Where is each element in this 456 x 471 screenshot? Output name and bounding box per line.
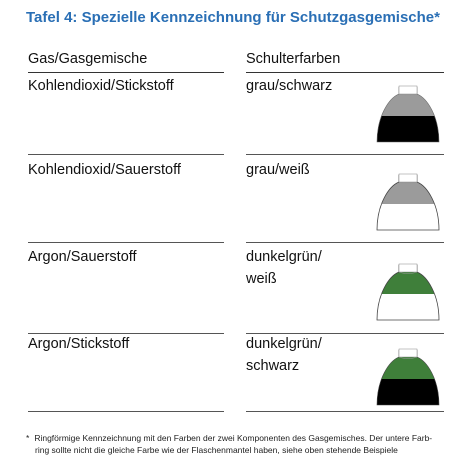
row-1-color-line1: grau/schwarz [246,78,333,94]
header-rule-left [28,72,224,73]
row-divider-1-right [246,154,444,155]
cylinder-shoulder-icon-4 [373,345,443,407]
shoulder-band-bottom-2 [373,204,443,232]
cylinder-shoulder-icon-3 [373,260,443,322]
row-divider-4-left [28,411,224,412]
column-header-color: Schulterfarben [246,51,341,67]
row-1-gas: Kohlendioxid/Stickstoff [28,78,174,94]
row-4-color-line1: dunkelgrün/ [246,336,322,352]
footnote-line1 [26,432,446,444]
row-2-color-line1: grau/weiß [246,162,310,178]
footnote-marker: * [26,433,30,443]
row-divider-4-right [246,411,444,412]
cylinder-shoulder-icon-1 [373,82,443,144]
cylinder-shoulder-icon-2 [373,170,443,232]
row-divider-1-left [28,154,224,155]
shoulder-band-bottom-1 [373,116,443,144]
row-divider-2-left [28,242,224,243]
row-1-color [246,75,366,97]
row-2-gas: Kohlendioxid/Sauerstoff [28,162,181,178]
row-divider-2-right [246,242,444,243]
row-2-color [246,159,366,181]
row-4-gas: Argon/Stickstoff [28,336,130,352]
shoulder-band-bottom-3 [373,294,443,322]
row-3-color-line1: dunkelgrün/ [246,249,322,265]
row-3-gas: Argon/Sauerstoff [28,249,137,265]
footnote [26,432,446,456]
page-title: Tafel 4: Spezielle Kennzeichnung für Schutzgasgemische* [26,9,440,26]
row-4-color [246,333,366,377]
row-4-color-line2: schwarz [246,358,300,374]
footnote-text-1: Ringförmige Kennzeichnung mit den Farben der zwei Komponenten des Gasgemisches. Der untere Farb- [34,433,433,443]
column-header-gas: Gas/Gasgemische [28,51,148,67]
row-3-color-line2: weiß [246,271,277,287]
shoulder-band-bottom-4 [373,379,443,407]
footnote-line2: ring sollte nicht die gleiche Farbe wie der Flaschenmantel haben, siehe oben stehende Beispiele [35,445,398,455]
row-3-color [246,246,366,290]
header-rule-right [246,72,444,73]
